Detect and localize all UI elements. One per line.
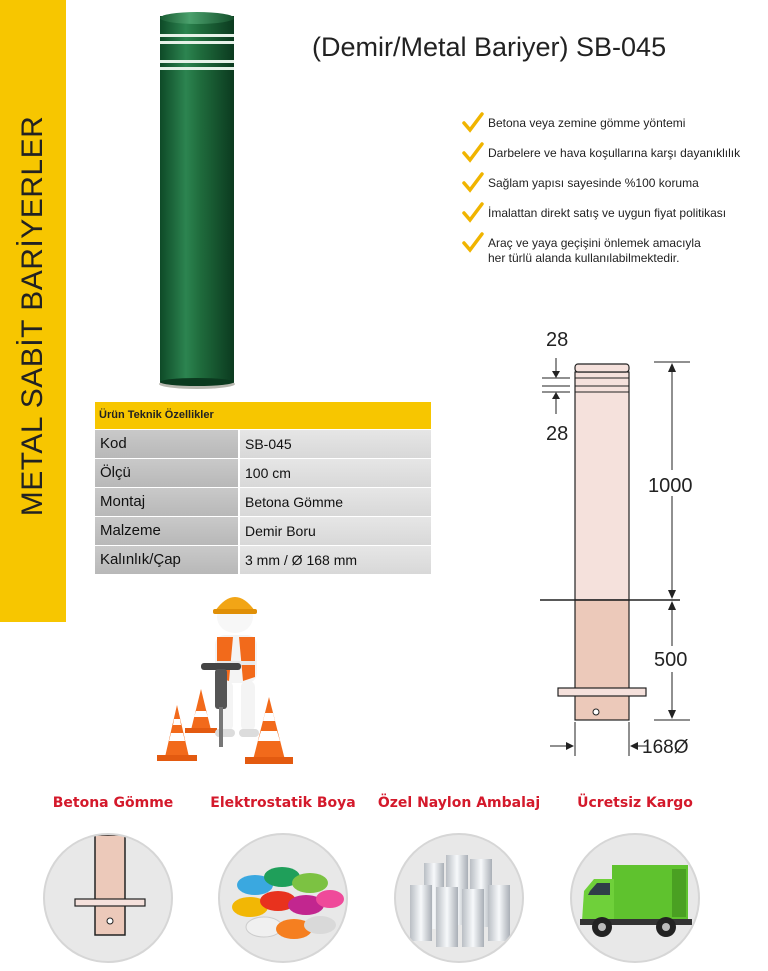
feature-label: Elektrostatik Boya bbox=[210, 795, 356, 811]
check-icon bbox=[462, 112, 484, 134]
dim-below-ground: 500 bbox=[654, 649, 688, 671]
feature-list bbox=[462, 116, 740, 272]
feature-item: Darbelere ve hava koşullarına karşı dayanıklılık bbox=[462, 146, 740, 176]
side-title: METAL SABİT BARİYERLER bbox=[16, 115, 49, 517]
traffic-cone-icon bbox=[185, 689, 217, 733]
feature-label: Betona Gömme bbox=[52, 795, 174, 811]
table-row bbox=[95, 430, 431, 458]
spec-value: 3 mm / Ø 168 mm bbox=[240, 546, 431, 574]
dim-top-lower: 28 bbox=[546, 423, 569, 445]
feature-label: Özel Naylon Ambalaj bbox=[377, 795, 541, 811]
construction-worker-illustration bbox=[145, 585, 305, 770]
table-row bbox=[95, 546, 431, 574]
paint-powder-icon bbox=[218, 833, 348, 963]
bollard-product-image bbox=[152, 8, 242, 393]
feature-item: Betona veya zemine gömme yöntemi bbox=[462, 116, 740, 146]
spec-value: 100 cm bbox=[240, 459, 431, 487]
page-title: (Demir/Metal Bariyer) SB-045 bbox=[312, 32, 667, 62]
spec-value: SB-045 bbox=[240, 430, 431, 458]
feature-item: Sağlam yapısı sayesinde %100 koruma bbox=[462, 176, 740, 206]
check-icon bbox=[462, 202, 484, 224]
spec-table bbox=[95, 402, 431, 574]
side-bar bbox=[0, 0, 66, 622]
table-row bbox=[95, 488, 431, 516]
check-icon bbox=[462, 172, 484, 194]
spec-value: Demir Boru bbox=[240, 517, 431, 545]
check-icon bbox=[462, 232, 484, 254]
spec-key: Ölçü bbox=[95, 459, 238, 487]
table-row bbox=[95, 459, 431, 487]
embed-diagram-icon bbox=[43, 833, 173, 963]
dimension-diagram bbox=[530, 320, 740, 760]
spec-key: Montaj bbox=[95, 488, 238, 516]
dim-diameter: 168Ø bbox=[642, 737, 689, 758]
spec-table-header: Ürün Teknik Özellikler bbox=[95, 402, 431, 429]
check-icon bbox=[462, 142, 484, 164]
feature-item: Araç ve yaya geçişini önlemek amacıyla her türlü alanda kullanılabilmektedir. bbox=[462, 236, 740, 272]
feature-item: İmalattan direkt satış ve uygun fiyat politikası bbox=[462, 206, 740, 236]
dim-above-ground: 1000 bbox=[648, 475, 693, 497]
spec-key: Malzeme bbox=[95, 517, 238, 545]
table-row bbox=[95, 517, 431, 545]
nylon-rolls-icon bbox=[394, 833, 524, 963]
spec-value: Betona Gömme bbox=[240, 488, 431, 516]
truck-icon bbox=[570, 833, 700, 963]
spec-key: Kalınlık/Çap bbox=[95, 546, 238, 574]
dim-top-upper: 28 bbox=[546, 329, 569, 351]
spec-key: Kod bbox=[95, 430, 238, 458]
feature-label: Ücretsiz Kargo bbox=[577, 795, 693, 811]
